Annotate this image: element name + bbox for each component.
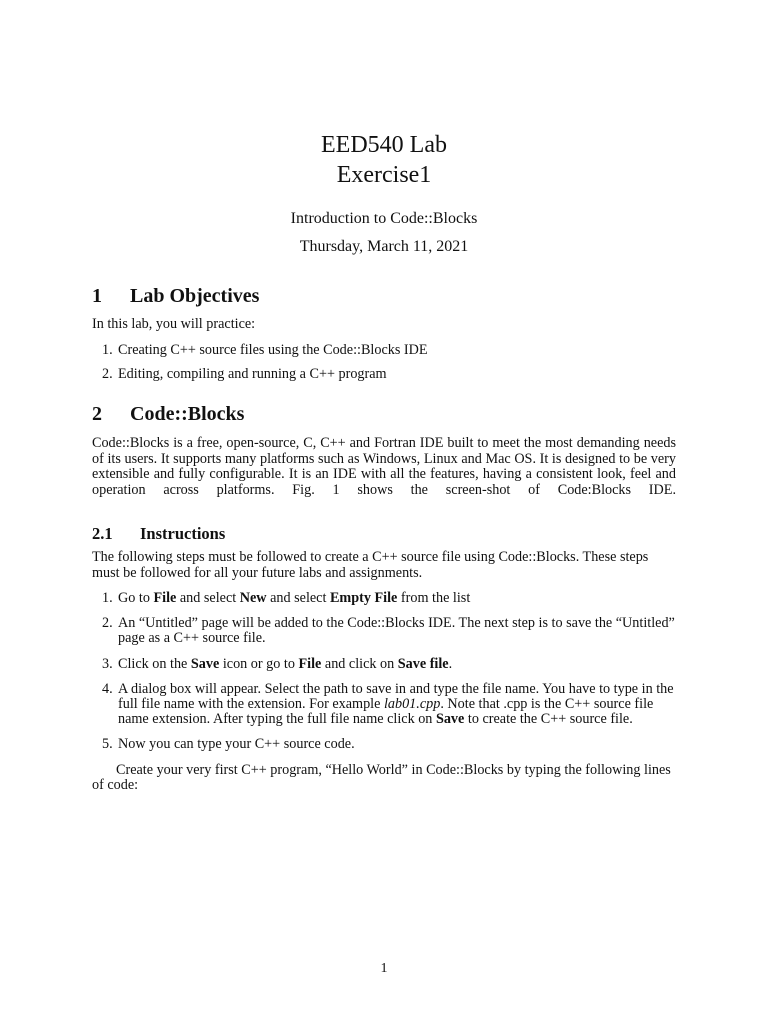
- section-2-number: 2: [92, 403, 102, 425]
- section-1-heading: [92, 282, 676, 310]
- instruction-step-3-marker: 3.: [102, 655, 113, 672]
- instruction-step-3: [92, 657, 676, 672]
- objective-text-2: Editing, compiling and running a C++ program: [118, 365, 387, 382]
- subsection-2-1-title: Instructions: [140, 524, 226, 543]
- section-2: [92, 400, 676, 514]
- instruction-step-4-filename: lab01.cpp: [383, 696, 441, 713]
- instruction-step-1-text-c: and select: [266, 590, 330, 606]
- instruction-step-5: [92, 737, 676, 752]
- instruction-step-3-text-c: and click on: [321, 655, 398, 672]
- subsection-2-1: [92, 523, 676, 794]
- instruction-step-1-text-b: and select: [176, 590, 240, 606]
- subsection-2-1-heading: [92, 523, 676, 545]
- instruction-step-1-marker: 1.: [102, 590, 113, 606]
- objective-marker-1: 1.: [102, 341, 113, 358]
- objective-text-1: Creating C++ source files using the Code::Blocks IDE: [118, 341, 428, 358]
- instruction-step-4-text-a: A dialog box will appear. Select the path to save in and type the file name. You have to type in the full file name with the extension. For example: [118, 680, 674, 713]
- instruction-step-3-text-d: .: [448, 655, 453, 672]
- instruction-step-3-text-b: icon or go to: [219, 655, 299, 672]
- instructions-intro: The following steps must be followed to create a C++ source file using Code::Blocks. These steps must be followed for all your future labs and assignments.: [92, 549, 649, 581]
- instruction-step-5-text: Now you can type your C++ source code.: [118, 736, 355, 753]
- instruction-step-3-text-a: Click on the: [118, 655, 191, 672]
- instruction-step-1-file: File: [153, 590, 177, 606]
- instruction-step-4-save: Save: [435, 711, 465, 728]
- objective-item-1: [92, 343, 676, 358]
- instruction-step-3-file: File: [298, 655, 322, 672]
- instruction-step-1-text-d: from the list: [397, 590, 471, 606]
- instruction-step-4-text-c: to create the C++ source file.: [464, 711, 633, 728]
- section-2-title: Code::Blocks: [130, 403, 245, 425]
- instruction-step-1: [92, 591, 676, 606]
- instruction-step-3-save: Save: [190, 655, 220, 672]
- instruction-step-3-save-file: Save file: [397, 655, 449, 672]
- page-number: 1: [380, 961, 388, 976]
- section-2-paragraph: Code::Blocks is a free, open-source, C, C++ and Fortran IDE built to meet the most demanding needs of its users. It supports many platforms such as Windows, Linux and Mac OS. It is designed to be very extensible and fully configurable. It is an IDE with all the features, having a consistent look, feel and operation across platforms. Fig. 1 shows the screen-shot of Code:Blocks IDE.: [92, 435, 676, 498]
- document-date: Thursday, March 11, 2021: [299, 238, 469, 255]
- instruction-step-1-new: New: [239, 590, 267, 606]
- subsection-2-1-number: 2.1: [92, 524, 113, 543]
- instruction-step-2-marker: 2.: [102, 615, 113, 632]
- section-2-heading: [92, 400, 676, 428]
- instruction-step-2: [92, 616, 676, 646]
- objective-item-2: [92, 367, 676, 382]
- instruction-step-4-marker: 4.: [102, 680, 113, 697]
- instruction-step-4-text-b: . Note that .cpp is the C++ source file name extension. After typing the full file name click on: [118, 696, 654, 728]
- document-title-block: [0, 130, 768, 258]
- section-1-title: Lab Objectives: [130, 285, 260, 307]
- instructions-closing: Create your very first C++ program, “Hello World” in Code::Blocks by typing the following lines of code:: [92, 761, 671, 794]
- instruction-step-1-text-a: Go to: [118, 590, 154, 606]
- instruction-step-2-text: An “Untitled” page will be added to the Code::Blocks IDE. The next step is to save the “Untitled” page as a C++ source file.: [118, 615, 675, 647]
- instruction-step-4: [92, 682, 676, 728]
- instruction-step-5-marker: 5.: [102, 736, 113, 753]
- section-1: [92, 282, 676, 382]
- instructions-list: [92, 591, 676, 753]
- instruction-step-1-empty-file: Empty File: [329, 590, 398, 606]
- document-title-line-2: Exercise1: [336, 162, 432, 188]
- objective-marker-2: 2.: [102, 365, 113, 382]
- section-1-number: 1: [92, 285, 102, 307]
- section-1-intro: In this lab, you will practice:: [92, 316, 256, 332]
- document-title-line-1: EED540 Lab: [321, 132, 447, 158]
- document-subtitle: Introduction to Code::Blocks: [290, 210, 478, 227]
- objectives-list: [92, 343, 676, 382]
